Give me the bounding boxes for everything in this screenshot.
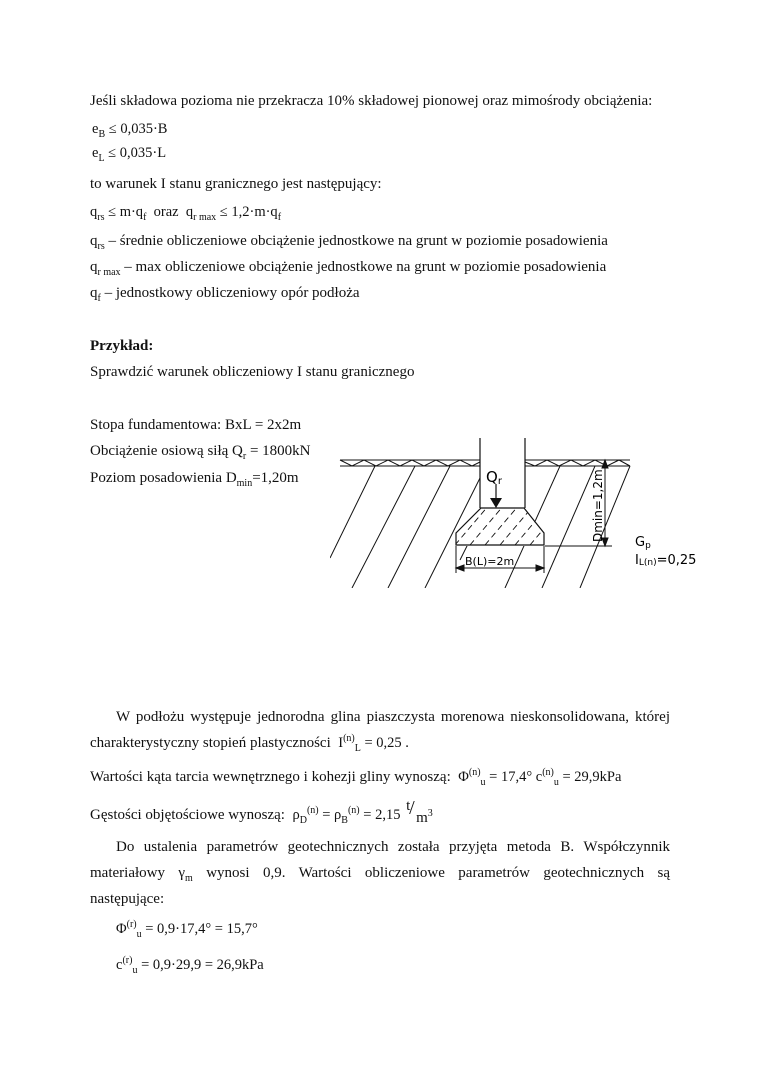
strength-formula: $\Phi^{(n)}_u = 17,4^\circ$ $c^{(n)}_u = 29,9kPa$ — [458, 767, 622, 788]
paragraph-strength — [90, 768, 621, 786]
limit-state-formula: $q_{rs} \le m\cdot q_f$ oraz $q_{r max} \le 1,2\cdot m\cdot q_f$ — [90, 204, 282, 223]
ground-surface — [340, 460, 630, 466]
depth-sub: min — [236, 478, 253, 489]
plasticity-formula: $I^{(n)}_L = 0,25$ . — [338, 733, 409, 754]
definition-qrs: $q_{rs}$ – średnie obliczeniowe obciążenie jednostkowe na grunt w poziomie posadowienia — [90, 233, 608, 252]
load-arrow — [490, 484, 502, 508]
density-value: = 2,15 — [363, 807, 401, 823]
paragraph-soil-description — [90, 704, 670, 756]
condition-el: $e_L \le 0,035\cdot L$ — [92, 145, 167, 164]
plasticity-label: IL(n)=0,25 — [635, 553, 697, 568]
load-post: = 1800kN — [246, 443, 311, 459]
then-text: to warunek I stanu granicznego jest następujący: — [90, 176, 382, 192]
unit-m — [416, 809, 433, 827]
example-heading: Przykład: — [90, 338, 154, 354]
para3-text: Gęstości objętościowe wynoszą: — [90, 807, 285, 823]
para1-text: W podłożu występuje jednorodna glina piaszczysta morenowa nieskonsolidowana, której charakterystyczny stopień plastyczności — [90, 709, 670, 751]
force-label: Qr — [486, 468, 502, 487]
paragraph-method — [90, 834, 670, 912]
def-qrs-text: – średnie obliczeniowe obciążenie jednostkowe na grunt w poziomie posadowienia — [104, 233, 608, 249]
il-sub: L — [354, 742, 361, 754]
def-qrmax-sub: r max — [97, 267, 121, 278]
calc-cohesion: $c^{(r)}_u = 0,9\cdot 29,9 = 26,9kPa$ — [116, 955, 264, 976]
paragraph-density — [90, 797, 433, 826]
calc-c-value: = 0,9·29,9 = 26,9kPa — [141, 957, 264, 973]
width-label: B(L)=2m — [465, 555, 515, 568]
footing — [440, 498, 570, 545]
para4-rest: wynosi 0,9. Wartości obliczeniowe parametrów geotechnicznych są następujące: — [90, 865, 670, 907]
soil-type-label: Gp — [635, 535, 651, 551]
load-sub: r — [242, 451, 247, 462]
unit-exp: 3 — [427, 808, 433, 819]
para2-text: Wartości kąta tarcia wewnętrznego i kohezji gliny wynoszą: — [90, 769, 451, 785]
foundation-depth — [90, 469, 299, 487]
formula-oraz: oraz — [153, 204, 179, 220]
calc-phi-value: = 0,9·17,4° = 15,7° — [145, 921, 258, 937]
axial-load — [90, 442, 311, 460]
density-formula: $\rho_D^{(n)} = \rho_B^{(n)} = 2,15$ t / $m^3$ — [292, 797, 433, 826]
qrmax-sub: r max — [193, 211, 217, 223]
c-value: = 29,9kPa — [562, 769, 622, 785]
foot-size: Stopa fundamentowa: BxL = 2x2m — [90, 417, 302, 433]
il-value: = 0,25 . — [364, 735, 409, 751]
phi-value: = 17,4° — [489, 769, 533, 785]
def-qf-text: – jednostkowy obliczeniowy opór podłoża — [100, 285, 360, 301]
qf-sub-1: f — [143, 211, 147, 223]
definition-qf: $q_f$ – jednostkowy obliczeniowy opór podłoża — [90, 285, 360, 304]
definition-qrmax: $q_{r max}$ – max obliczeniowe obciążenie jednostkowe na grunt w poziomie posadowienia — [90, 259, 607, 278]
depth-post: =1,20m — [252, 470, 299, 486]
eb-rhs: ≤ 0,035·B — [108, 121, 168, 137]
foundation-diagram — [330, 438, 710, 588]
density-unit: t / $m^3$ — [406, 797, 433, 826]
formula-part2: ≤ 1,2·m·q — [219, 204, 278, 220]
def-qf-sub: f — [97, 293, 101, 304]
qrs-sub: rs — [97, 211, 105, 223]
intro-text: Jeśli składowa pozioma nie przekracza 10% składowej pionowej oraz mimośrody obciążenia: — [90, 93, 653, 109]
formula-part1: ≤ m·q — [108, 204, 144, 220]
unit-t: t — [406, 798, 411, 814]
def-qrs-sub: rs — [97, 241, 105, 252]
def-qrmax-text: – max obliczeniowe obciążenie jednostkowe na grunt w poziomie posadowienia — [120, 259, 607, 275]
gamma-sub: m — [185, 873, 193, 884]
il-sup: (n) — [343, 733, 355, 745]
para4-text: Do ustalenia parametrów geotechnicznych została przyjęta metoda B. Współczynnik materiałowy γ — [90, 839, 670, 881]
el-rhs: ≤ 0,035·L — [108, 145, 167, 161]
depth-label: Dmin=1,2m — [591, 469, 605, 542]
qf-sub-2: f — [277, 211, 282, 223]
condition-eb: $e_B \le 0,035\cdot B$ — [92, 121, 168, 140]
example-task: Sprawdzić warunek obliczeniowy I stanu granicznego — [90, 364, 415, 380]
unit-m-base: m — [416, 810, 428, 826]
depth-pre: Poziom posadowienia D — [90, 470, 237, 486]
eb-sub: B — [98, 128, 106, 140]
load-pre: Obciążenie osiową siłą Q — [90, 443, 243, 459]
calc-phi: $\Phi^{(r)}_u = 0,9\cdot 17,4^\circ = 15,7^\circ$ — [116, 919, 258, 940]
el-sub: L — [98, 152, 105, 164]
